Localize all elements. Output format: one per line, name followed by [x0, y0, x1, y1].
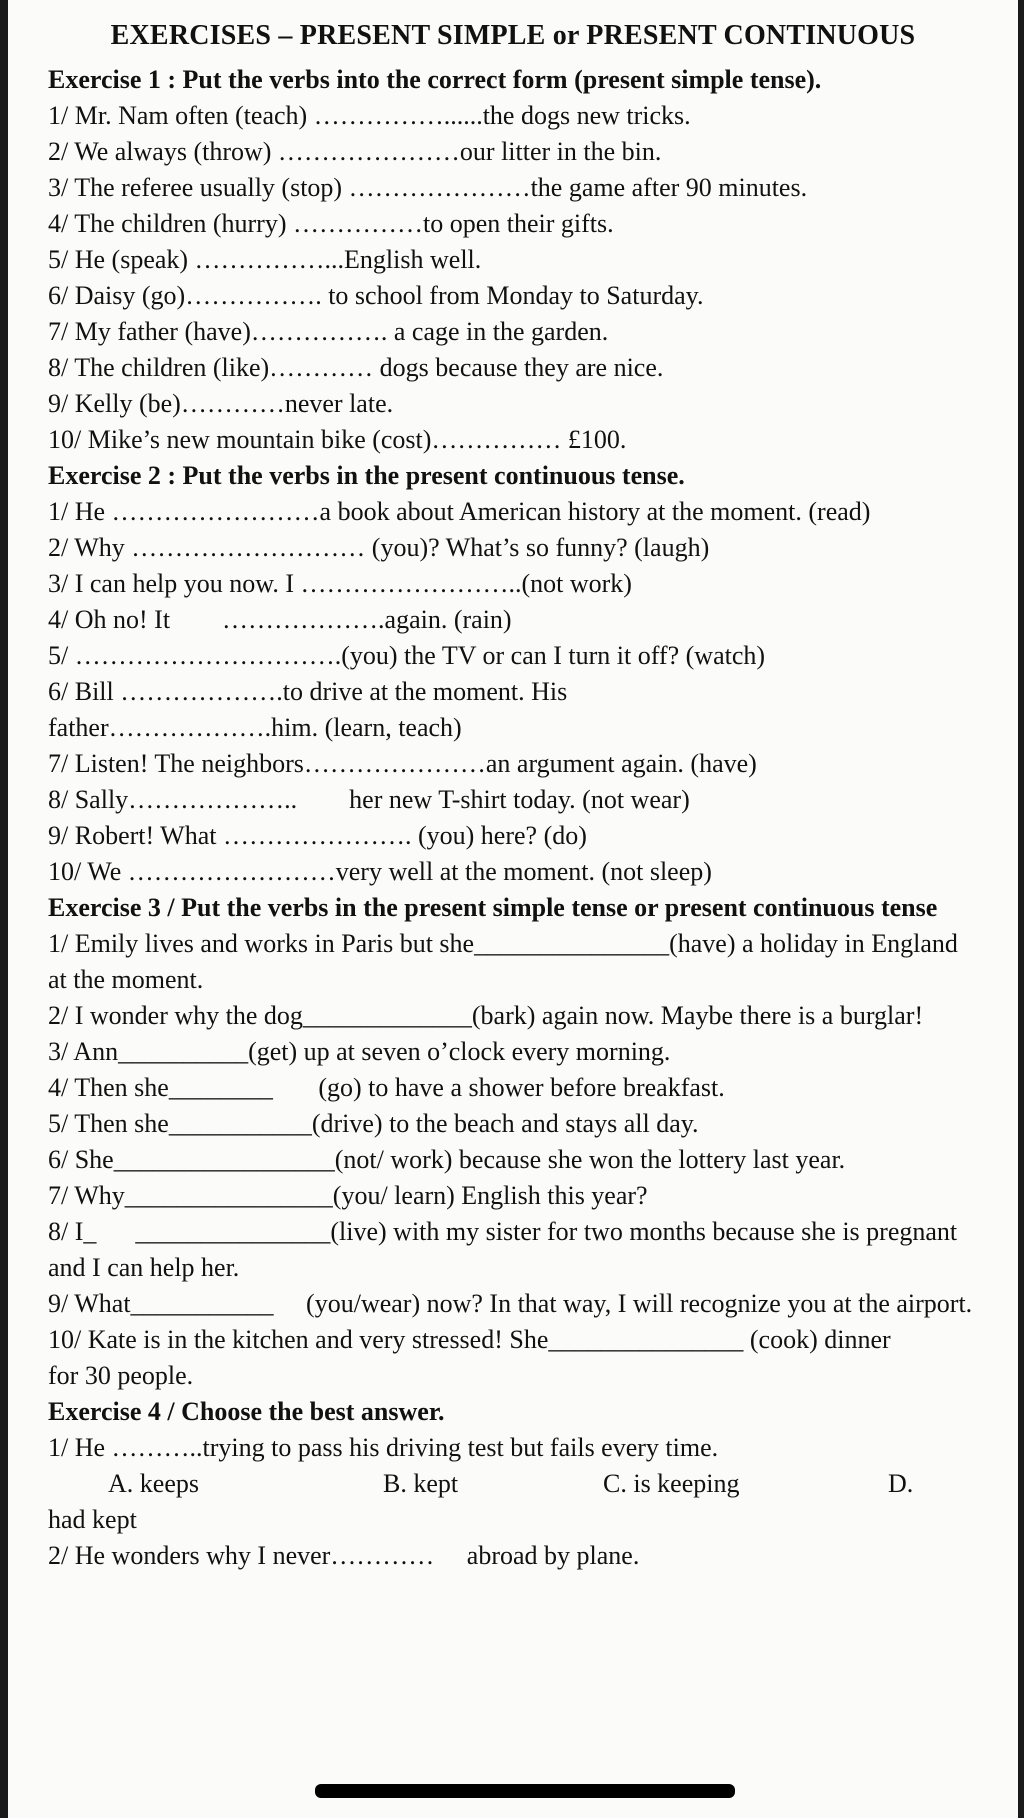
- exercise-1-item: 3/ The referee usually (stop) …………………the game after 90 minutes.: [48, 173, 808, 202]
- redaction-bar: [315, 1784, 735, 1798]
- exercise-2-item: 10/ We ……………………very well at the moment. (not sleep): [48, 857, 712, 886]
- photo-edge-left: [0, 0, 8, 1818]
- page-title: EXERCISES – PRESENT SIMPLE or PRESENT CONTINUOUS: [110, 20, 916, 51]
- exercise-1-item: 4/ The children (hurry) ……………to open their gifts.: [48, 209, 614, 238]
- exercise-1-item: 7/ My father (have)……………. a cage in the garden.: [48, 317, 609, 346]
- exercise-2-item: 9/ Robert! What …………………. (you) here? (do): [48, 821, 587, 850]
- option-c: C. is keeping: [603, 1469, 740, 1498]
- exercise-1-item: 6/ Daisy (go)……………. to school from Monday to Saturday.: [48, 281, 704, 310]
- exercise-3: [48, 890, 978, 1394]
- exercise-3-item: 3/ Ann__________(get) up at seven o’clock every morning.: [48, 1037, 671, 1066]
- exercise-2-item: 7/ Listen! The neighbors…………………an argument again. (have): [48, 749, 757, 778]
- exercise-3-item: 2/ I wonder why the dog_____________(bark) again now. Maybe there is a burglar!: [48, 1001, 924, 1030]
- exercise-2-item: 8/ Sally……………….. her new T-shirt today. (not wear): [48, 785, 690, 814]
- exercise-3-item: 6/ She_________________(not/ work) because she won the lottery last year.: [48, 1145, 846, 1174]
- exercise-4-heading: Exercise 4 / Choose the best answer.: [48, 1397, 445, 1426]
- exercise-3-item: 9/ What___________ (you/wear) now? In that way, I will recognize you at the airport.: [48, 1289, 973, 1318]
- option-a: A. keeps: [108, 1469, 199, 1498]
- exercise-4-question-1: 1/ He ………..trying to pass his driving test but fails every time.: [48, 1433, 719, 1462]
- exercise-2-item: 5/ ………………………….(you) the TV or can I turn it off? (watch): [48, 641, 766, 670]
- exercise-1: [48, 62, 978, 458]
- exercise-4-question-1-options: [48, 1466, 978, 1502]
- exercise-3-item: 10/ Kate is in the kitchen and very stressed! She_______________ (cook) dinner for 30 people.: [48, 1325, 891, 1390]
- exercise-1-item: 8/ The children (like)………… dogs because they are nice.: [48, 353, 664, 382]
- exercise-3-item: 4/ Then she________ (go) to have a shower before breakfast.: [48, 1073, 725, 1102]
- exercise-4: [48, 1394, 978, 1574]
- exercise-2-item: 2/ Why ……………………… (you)? What’s so funny? (laugh): [48, 533, 710, 562]
- exercise-1-item: 5/ He (speak) ……………...English well.: [48, 245, 482, 274]
- exercise-1-item: 2/ We always (throw) …………………our litter in the bin.: [48, 137, 662, 166]
- exercise-2-item: 1/ He ……………………a book about American history at the moment. (read): [48, 497, 871, 526]
- exercise-2: [48, 458, 978, 890]
- exercise-2-heading: Exercise 2 : Put the verbs in the present continuous tense.: [48, 461, 685, 490]
- option-d: D.: [888, 1469, 914, 1498]
- option-d-text: had kept: [48, 1505, 137, 1534]
- exercise-3-item: 1/ Emily lives and works in Paris but she_______________(have) a holiday in England at the moment.: [48, 929, 958, 994]
- exercise-1-item: 10/ Mike’s new mountain bike (cost)…………… £100.: [48, 425, 627, 454]
- photo-edge-right: [1018, 0, 1024, 1818]
- exercise-2-item: 3/ I can help you now. I ……………………..(not work): [48, 569, 632, 598]
- option-b: B. kept: [383, 1469, 459, 1498]
- exercise-3-item: 8/ I_ _______________(live) with my sister for two months because she is pregnant and I can help her.: [48, 1217, 964, 1282]
- worksheet-content: [48, 10, 978, 1574]
- exercise-1-item: 1/ Mr. Nam often (teach) ……………......the dogs new tricks.: [48, 101, 691, 130]
- exercise-1-item: 9/ Kelly (be)…………never late.: [48, 389, 394, 418]
- exercise-4-question-2: 2/ He wonders why I never………… abroad by plane.: [48, 1541, 640, 1570]
- exercise-2-item: 4/ Oh no! It ……………….again. (rain): [48, 605, 512, 634]
- exercise-3-heading: Exercise 3 / Put the verbs in the present simple tense or present continuous tense: [48, 893, 938, 922]
- exercise-1-heading: Exercise 1 : Put the verbs into the correct form (present simple tense).: [48, 65, 822, 94]
- exercise-3-item: 7/ Why________________(you/ learn) English this year?: [48, 1181, 648, 1210]
- exercise-3-item: 5/ Then she___________(drive) to the beach and stays all day.: [48, 1109, 699, 1138]
- exercise-2-item: 6/ Bill ……………….to drive at the moment. His father……………….him. (learn, teach): [48, 677, 568, 742]
